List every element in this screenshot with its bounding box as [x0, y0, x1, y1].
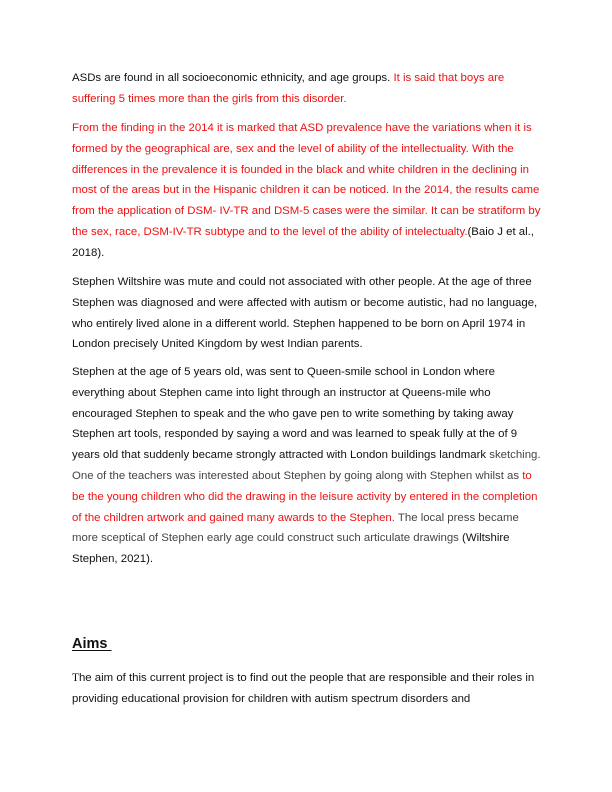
aims-heading: Aims — [72, 636, 112, 652]
prevalence-highlight: From the finding in the 2014 it is marked that ASD prevalence have the variations when it is formed by the geographical are, sex and the level of ability of the intellectuality. With the differences in the prevalence it is founded in the black and white children in the declining in most of the areas but in the Hispanic children it can be noticed. In the 2014, the results came from the application of DSM- IV-TR and DSM-5 cases were the similar. It can be stratiform by the sex, race, DSM-IV-TR subtype and to the level of the ability of intelectualty. — [72, 122, 541, 238]
stephen-background-text: Stephen Wiltshire was mute and could not associated with other people. At the age of three Stephen was diagnosed and were affected with autism or become autistic, had no language, who entirely lived alone in a different world. Stephen happened to be born on April 1974 in London precisely United Kingdom by west Indian parents. — [72, 276, 538, 351]
stephen-citation: (Wiltshire Stephen, 2021). — [72, 532, 510, 566]
teacher-text: sketching. One of the teachers was interested about Stephen by going along with Stephen whilst as — [72, 449, 541, 482]
prevalence-citation: (Baio J et al., 2018). — [72, 225, 534, 259]
aims-text: he aim of this current project is to find out the people that are responsible and their roles in providing educational provision for children with autism spectrum disorders and — [72, 672, 535, 705]
paragraph-stephen-school — [72, 362, 544, 570]
local-press-text: The local press became more sceptical of Stephen early age could construct such articulate drawings — [72, 511, 519, 545]
paragraph-asd-groups — [72, 68, 544, 110]
stephen-school-text: Stephen at the age of 5 years old, was sent to Queen-smile school in London where everything about Stephen came into light through an instructor at Queens-mile who encouraged Stephen to speak and the who gave pen to write something by taking away Stephen art tools, responded by saying a word and was learned to speak fully at the of 9 years old that suddenly became strongly attracted with London buildings landmark — [72, 366, 518, 462]
drawing-awards-highlight: to be the young children who did the drawing in the leisure activity by entered in the completion of the children artwork and gained many awards to the Stephen. — [72, 469, 538, 524]
boys-girls-highlight: It is said that boys are suffering 5 times more than the girls from this disorder. — [72, 72, 505, 105]
paragraph-prevalence — [72, 118, 544, 264]
paragraph-aims — [72, 668, 544, 710]
asd-groups-text: ASDs are found in all socioeconomic ethnicity, and age groups. — [72, 72, 394, 84]
aims-first-letter: T — [72, 672, 79, 684]
paragraph-stephen-background — [72, 272, 544, 355]
